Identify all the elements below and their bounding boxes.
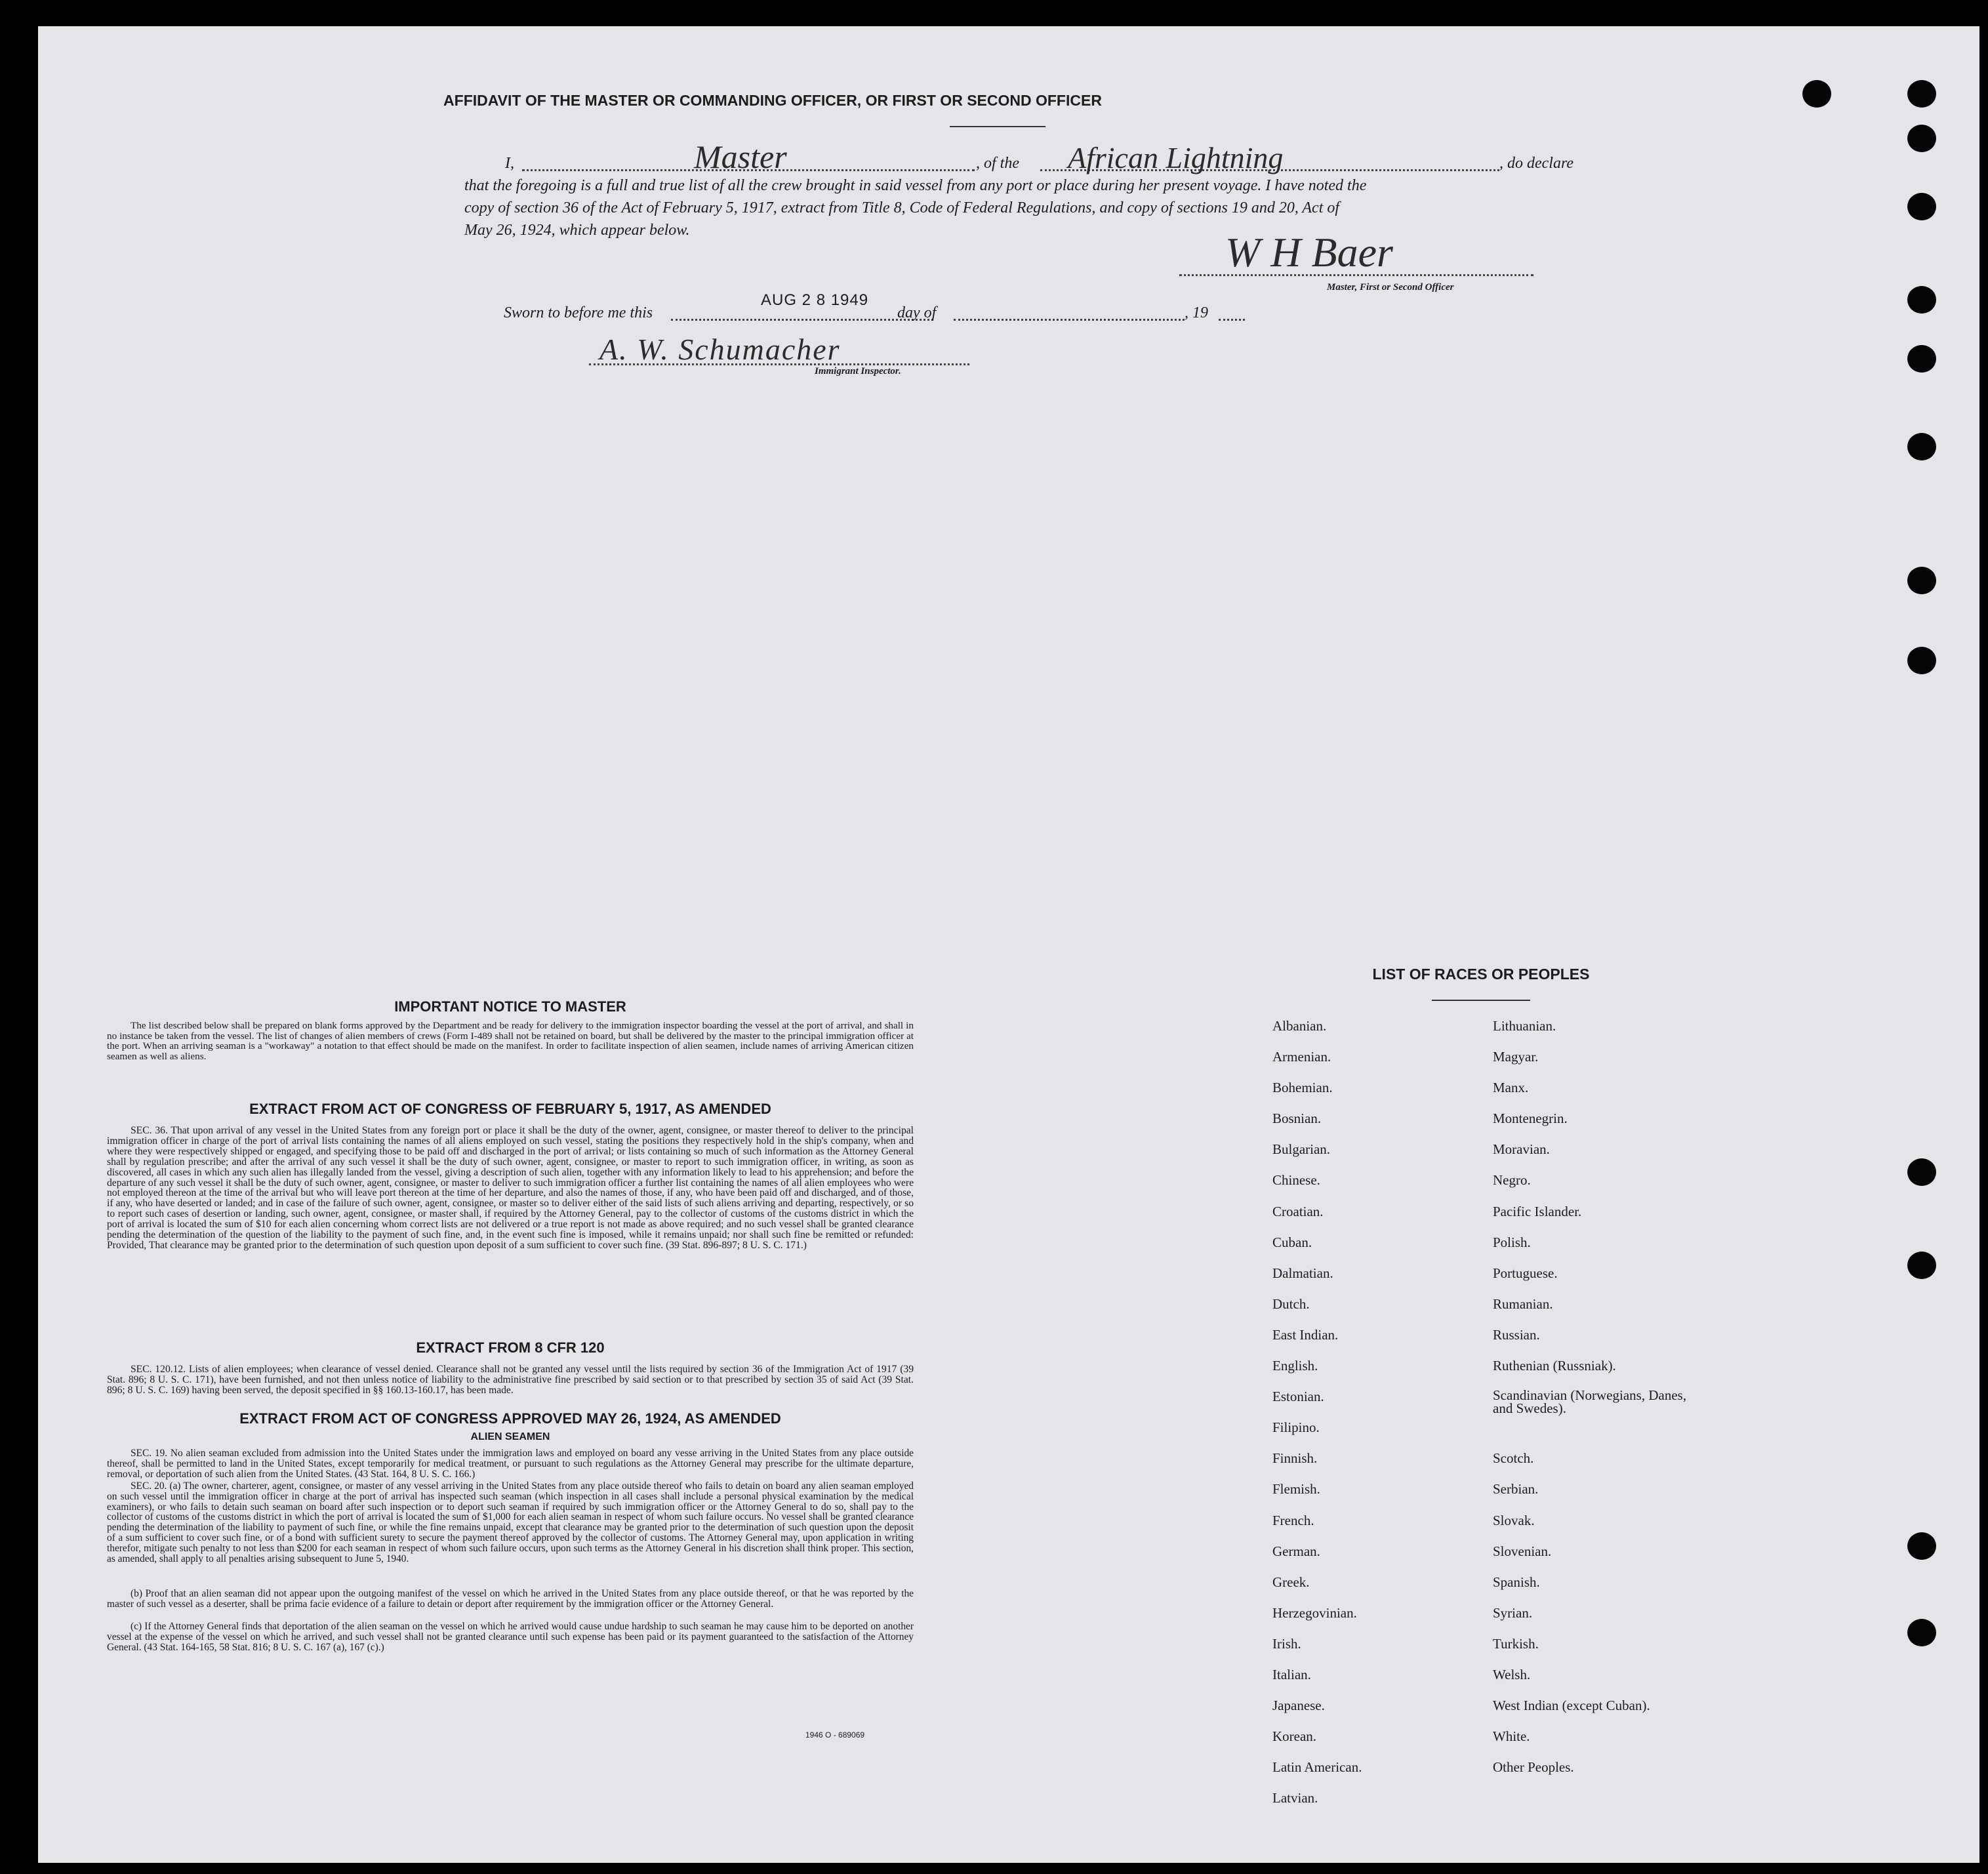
punch-hole [1907,567,1936,594]
race-item: Bulgarian. [1272,1141,1331,1157]
race-item: Lithuanian. [1493,1018,1556,1034]
race-item: Japanese. [1272,1698,1325,1713]
notice-text: The list described below shall be prepared on blank forms approved by the Department and be ready for delivery to the immigration inspector boarding the vessel at the port of arrival, and shall in no instance be taken from the vessel. The list of changes of alien members of crews (Form I-489 shall not be retained on board, but shall be delivered by the master to the principal immigration officer at the port. When an arriving seaman is a "workaway" a notation to that effect should be made on the manifest. In order to facilitate inspection of alien seamen, include names of arriving American citizen seamen as well as aliens. [107,1020,914,1062]
race-item: Rumanian. [1493,1296,1553,1312]
print-code: 1946 O - 689069 [805,1730,865,1740]
officer-handwritten: Master [694,138,787,175]
punch-hole [1802,80,1831,108]
sworn-label: Sworn to before me this [504,304,653,321]
race-item: Negro. [1493,1172,1531,1188]
race-item: Russian. [1493,1327,1540,1343]
sec-20c-text: (c) If the Attorney General finds that deportation of the alien seaman on the vessel on which he arrived would cause undue hardship to such seaman he may cause him to be deported on another vessel at the expense of the vessel on which he arrived, and such vessel shall not be granted clearance until such expense has been paid or its payment guaranteed to the satisfaction of the Attorney General. (43 Stat. 164-165, 58 Stat. 816; 8 U. S. C. 167 (a), 167 (c).) [107,1621,914,1653]
punch-hole [1907,1532,1936,1560]
of-the-label: , of the [976,155,1019,172]
race-item: West Indian (except Cuban). [1493,1698,1650,1713]
sworn-day-line [671,319,933,321]
affidavit-line-4: May 26, 1924, which appear below. [464,222,690,239]
race-item: Armenian. [1272,1049,1331,1065]
punch-hole [1907,345,1936,373]
race-item: Ruthenian (Russniak). [1493,1358,1616,1374]
punch-hole [1907,647,1936,674]
race-item: Bosnian. [1272,1110,1322,1126]
sec-19-text: SEC. 19. No alien seaman excluded from admission into the United States under the immigration laws and employed on board any vesse arriving in the United States from any place outside thereof, shall be permitted to land in the United States, except temporarily for medical treatment, or pursuant to such regulations as the Attorney General may prescribe for the ultimate departure, removal, or deportation of such alien from the United States. (43 Stat. 164, 8 U. S. C. 166.) [107,1448,914,1480]
inspector-signature: A. W. Schumacher [599,333,841,366]
month-line [954,319,1185,321]
race-item: Moravian. [1493,1141,1550,1157]
day-of-label: day of [897,304,937,321]
affidavit-line-3: copy of section 36 of the Act of February 5, 1917, extract from Title 8, Code of Federal Regulations, and copy of sections 19 and 20, Act of [464,199,1340,216]
inspector-line [589,363,969,365]
signature-line [1179,274,1533,276]
race-item: Slovak. [1493,1513,1535,1528]
signature-caption: Master, First or Second Officer [1327,282,1454,293]
race-item: German. [1272,1543,1320,1559]
master-signature: W H Baer [1225,229,1393,275]
race-item: Chinese. [1272,1172,1320,1188]
extract-cfr-text: SEC. 120.12. Lists of alien employees; when clearance of vessel denied. Clearance shall not be granted any vessel until the lists required by section 36 of the Immigration Act of 1917 (39 Stat. 896; 8 U. S. C. 171), have been furnished, and not then unless notice of liability to the administrative fine prescribed by said section or to that prescribed by section 35 of said Act (39 Stat. 896; 8 U. S. C. 169) having been served, the deposit specified in §§ 160.13-160.17, has been made. [107,1364,914,1396]
races-title: LIST OF RACES OR PEOPLES [1372,966,1590,983]
race-item: White. [1493,1728,1530,1744]
race-item: Cuban. [1272,1234,1312,1250]
sec-20a-text: SEC. 20. (a) The owner, charterer, agent, consignee, or master of any vessel arriving in the United States from any place outside thereof who fails to detain on board any alien seaman employed on such vessel until the immigration officer in charge at the port of arrival has inspected such seaman (which inspection in all cases shall include a personal physical examination by the medical examiners), or who fails to detain such seaman on board after such inspection or to deport such seaman if required by such immigration officer or the Attorney General to do so, shall pay to the collector of customs of the customs district in which the port of arrival is located the sum of $1,000 for each alien seaman in respect of whom such failure occurs. No vessel shall be granted clearance pending the determination of the liability to payment of such fine, or while the fine remains unpaid, except that clearance may be granted prior to the determination of such question upon the deposit of a sum sufficient to cover such fine, or of a bond with sufficient surety to secure the payment thereof approved by the collector of customs. The Attorney General may, upon application in writing therefor, mitigate such penalty to not less than $200 for each seaman in respect of whom such failure occurs, upon such terms as the Attorney General in his discretion shall think proper. This section, as amended, shall apply to all penalties arising subsequent to June 5, 1940. [107,1480,914,1564]
alien-seamen-subtitle: ALIEN SEAMEN [470,1431,550,1442]
race-item: Polish. [1493,1234,1531,1250]
inspector-caption: Immigrant Inspector. [815,366,901,377]
race-item: Welsh. [1493,1667,1531,1682]
race-item: Scotch. [1493,1450,1534,1466]
affidavit-title: AFFIDAVIT OF THE MASTER OR COMMANDING OFFICER, OR FIRST OR SECOND OFFICER [443,92,1102,109]
race-item: Italian. [1272,1667,1311,1682]
race-item: Dutch. [1272,1296,1310,1312]
extract-cfr-title: EXTRACT FROM 8 CFR 120 [416,1339,605,1356]
race-item: Croatian. [1272,1204,1324,1219]
race-item: Manx. [1493,1080,1529,1095]
race-item: Estonian. [1272,1389,1324,1404]
race-item: Turkish. [1493,1636,1539,1652]
punch-hole [1907,125,1936,152]
form-sheet [38,26,1979,1863]
extract-1917-title: EXTRACT FROM ACT OF CONGRESS OF FEBRUARY 5, 1917, AS AMENDED [249,1101,771,1117]
affidavit-line-2: that the foregoing is a full and true list of all the crew brought in said vessel from any port or place during her present voyage. I have noted the [464,177,1367,194]
race-item: Spanish. [1493,1574,1540,1590]
race-item: Magyar. [1493,1049,1539,1065]
race-item: East Indian. [1272,1327,1339,1343]
race-item: Scandinavian (Norwegians, Danes, and Swedes). [1493,1387,1687,1416]
race-item: Filipino. [1272,1419,1320,1435]
race-item: Korean. [1272,1728,1317,1744]
title-rule [950,126,1045,127]
race-item: Pacific Islander. [1493,1204,1582,1219]
notice-title: IMPORTANT NOTICE TO MASTER [394,998,626,1015]
race-item: Finnish. [1272,1450,1318,1466]
race-item: English. [1272,1358,1318,1374]
i-label: I, [505,155,514,172]
races-title-rule [1432,1000,1530,1001]
punch-hole [1907,1619,1936,1646]
race-item: Latvian. [1272,1790,1318,1806]
race-item: Bohemian. [1272,1080,1333,1095]
race-item: Slovenian. [1493,1543,1552,1559]
year-prefix: , 19 [1185,304,1208,321]
punch-hole [1907,193,1936,220]
race-item: Other Peoples. [1493,1759,1574,1775]
vessel-handwritten: African Lightning [1068,141,1284,174]
year-line [1219,319,1245,321]
race-item: Dalmatian. [1272,1265,1333,1281]
race-item: Montenegrin. [1493,1110,1568,1126]
punch-hole [1907,1158,1936,1186]
punch-hole [1907,80,1936,108]
race-item: Serbian. [1493,1481,1539,1497]
race-item: Albanian. [1272,1018,1327,1034]
do-declare-label: , do declare [1499,155,1574,172]
punch-hole [1907,1252,1936,1279]
race-item: Greek. [1272,1574,1310,1590]
extract-1917-text: SEC. 36. That upon arrival of any vessel in the United States from any foreign port or place it shall be the duty of the owner, agent, consignee, or master thereof to deliver to the principal immigration officer in charge of the port of arrival lists containing the names of all aliens employed on such vessel, stating the positions they respectively hold in the ship's company, when and where they were respectively shipped or engaged, and specifying those to be paid off and discharged in the port of arrival; or lists containing so much of such information as the Attorney General shall by regulation prescribe; and after the arrival of any such vessel it shall be the duty of such owner, agent, consignee, or master to report to such immigration officer, in writing, as soon as discovered, all cases in which any such alien has illegally landed from the vessel, giving a description of such alien, together with any information likely to lead to his apprehension; and before the departure of any such vessel it shall be the duty of such owner, agent, consignee, or master to deliver to such immigration officer a further list containing the names of all alien employees who were not employed thereon at the time of the arrival but who will leave port thereon at the time of her departure, and also the names of those, if any, who have been paid off and discharged, and of those, if any, who have deserted or landed; and in case of the failure of such owner, agent, consignee, or master so to deliver either of the said lists of such aliens arriving and departing, respectively, or so to report such cases of desertion or landing, such owner, agent, consignee, or master shall, if required by the Attorney General, pay to the collector of customs of the customs district in which the port of arrival is located the sum of $10 for each alien concerning whom correct lists are not delivered or a true report is not made as above required; and no such vessel shall be granted clearance pending the determination of the question of the liability to the payment of such fine, and, in the event such fine is imposed, while it remains unpaid; nor shall such fine be remitted or refunded: Provided, That clearance may be granted prior to the determination of such question upon deposit of a sum sufficient to cover such fine. (39 Stat. 896-897; 8 U. S. C. 171.) [107,1125,914,1251]
extract-1924-title: EXTRACT FROM ACT OF CONGRESS APPROVED MAY 26, 1924, AS AMENDED [239,1410,781,1427]
punch-hole [1907,433,1936,460]
race-item: Latin American. [1272,1759,1362,1775]
race-item: Flemish. [1272,1481,1320,1497]
sworn-date-stamp: AUG 2 8 1949 [761,291,869,309]
race-item: Herzegovinian. [1272,1605,1357,1621]
race-item: French. [1272,1513,1314,1528]
race-item: Portuguese. [1493,1265,1558,1281]
race-item: Syrian. [1493,1605,1533,1621]
punch-hole [1907,286,1936,314]
sec-20b-text: (b) Proof that an alien seaman did not appear upon the outgoing manifest of the vessel on which he arrived in the United States from any place outside thereof, or that he was reported by the master of such vessel as a deserter, shall be prima facie evidence of a failure to detain or deport after requirement by the immigration officer or the Attorney General. [107,1588,914,1610]
race-item: Irish. [1272,1636,1301,1652]
